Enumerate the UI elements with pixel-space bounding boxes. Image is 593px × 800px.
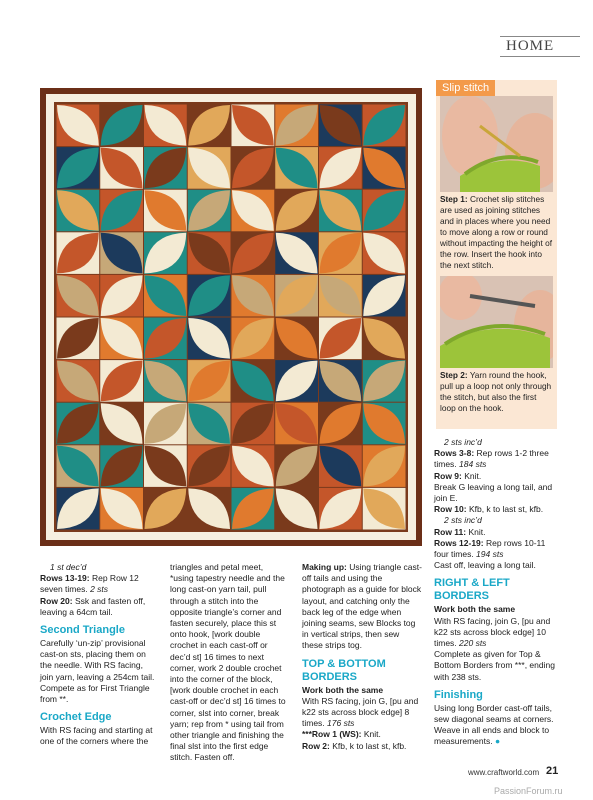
- header-rule-top: [500, 36, 580, 37]
- work-both-same-2: Work both the same: [434, 604, 516, 615]
- row-11: Row 11: Knit.: [434, 526, 486, 537]
- second-triangle-text: Carefully ‘un-zip’ provisional cast-on sts, placing them on the needle. With RS facing, join yarn, leaving a 254cm tail. Compete as for First Triangle from **.: [40, 638, 155, 705]
- row-10: Row 10: Kfb, k to last st, kfb.: [434, 504, 544, 515]
- heading-finishing: Finishing: [434, 688, 483, 701]
- dec-note: 1 st dec’d: [50, 562, 87, 572]
- end-mark-icon: ●: [494, 736, 501, 747]
- row-9: Row 9: Knit.: [434, 470, 482, 481]
- row-1: ***Row 1 (WS): Knit.: [302, 729, 381, 740]
- top-bottom-text: With RS facing, join G, [pu and k22 sts across block edge] 8 times. 176 sts: [302, 695, 419, 729]
- complete-as-given: Complete as given for Top & Bottom Borders from ***, ending with 238 sts.: [434, 649, 555, 682]
- row-20: Row 20: Ssk and fasten off, leaving a 64cm tail.: [40, 595, 146, 617]
- column-3: [302, 562, 422, 752]
- step2-text: Step 2: Yarn round the hook, pull up a loop not only through the stitch, but also the first loop on the hook.: [440, 370, 552, 413]
- column-1: [40, 562, 158, 748]
- sidebar-tag: Slip stitch: [436, 80, 495, 96]
- rows-3-8: Rows 3-8: Rep rows 1-2 three times. 184 sts: [434, 448, 549, 470]
- step1-photo: [440, 96, 553, 192]
- column-2: [170, 562, 288, 764]
- step1-text: Step 1: Crochet slip stitches are used as joining stitches and in places where you need to move along a row or round without impacting the height of the row. Insert the hook into the next stitch.: [440, 194, 553, 270]
- cast-off: Cast off, leaving a long tail.: [434, 560, 536, 571]
- break-yarn: Break G leaving a long tail, and join E.: [434, 481, 553, 504]
- finishing-text: Using long Border cast-off tails, sew diagonal seams at corners. Weave in all ends and block to measurements. ●: [434, 702, 554, 747]
- section-title: HOME: [506, 38, 555, 54]
- work-both-same: Work both the same: [302, 684, 384, 695]
- crochet-edge-text: With RS facing and starting at one of the corners where the: [40, 725, 153, 747]
- blanket-photo: [40, 88, 422, 546]
- watermark: PassionForum.ru: [494, 786, 563, 796]
- column-4: [434, 437, 556, 748]
- inc-note-1: 2 sts inc’d: [444, 437, 482, 447]
- rows-12-19: Rows 12-19: Rep rows 10-11 four times. 194 sts: [434, 537, 546, 560]
- row-2: Row 2: Kfb, k to last st, kfb.: [302, 740, 407, 751]
- slip-stitch-sidebar: [436, 80, 557, 429]
- inc-note-2: 2 sts inc’d: [444, 515, 482, 526]
- heading-right-left-borders: RIGHT & LEFT BORDERS: [434, 577, 510, 603]
- heading-second-triangle: Second Triangle: [40, 624, 125, 637]
- page-number: 21: [546, 765, 559, 777]
- heading-crochet-edge: Crochet Edge: [40, 711, 112, 724]
- step2-photo: [440, 276, 553, 368]
- rows-13-19: Rows 13-19: Rep Row 12 seven times. 2 sts: [40, 573, 139, 595]
- heading-top-bottom-borders: TOP & BOTTOM BORDERS: [302, 657, 386, 683]
- making-up: Making up: Using triangle cast-off tails and using the photograph as a guide for block layout, and catching only the back leg of the edge when joining seams, sew Blocks tog in vertical strips, then sew these strips tog.: [302, 562, 422, 651]
- crochet-edge-continued: triangles and petal meet, *using tapestry needle and the long cast-on yarn tail, pull through a stitch into the opposite triangle’s corner and fasten securely, place this st onto hook, [work double crochet in each cast-off or dec’d st] 16 times to next corner, work 2 double crochet into the corner of the block, [work double crochet in each cast-off or dec’d st] 16 times to corner, slst into corner, break yarn; rep from * using tail from other triangle and finishing the final slst into the first edge stitch. Fasten off.: [170, 562, 286, 763]
- right-left-text: With RS facing, join G, [pu and k22 sts across block edge] 10 times. 220 sts: [434, 615, 551, 649]
- header-rule-bottom: [500, 56, 580, 57]
- footer-url: www.craftworld.com: [468, 768, 540, 777]
